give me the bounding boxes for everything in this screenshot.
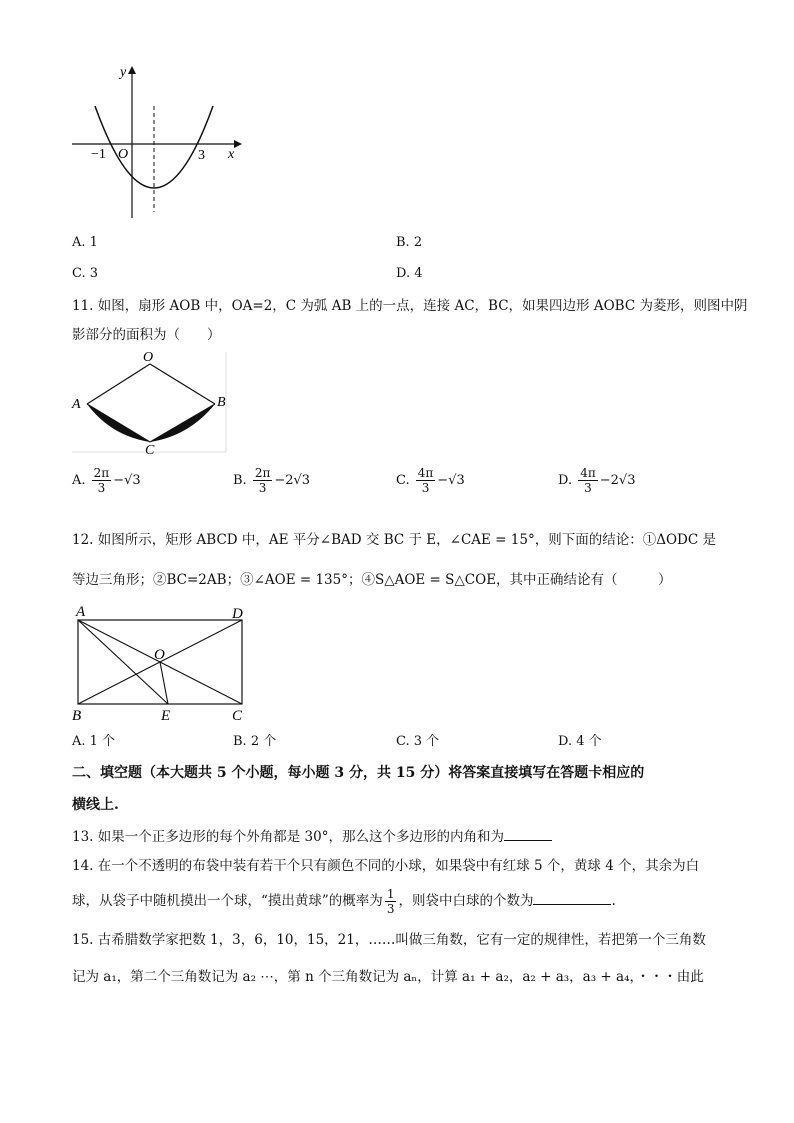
segment-OB xyxy=(150,364,215,404)
sector-figure xyxy=(70,346,230,456)
q14-frac-den: 3 xyxy=(386,902,395,916)
q12-option-b: B. 2 个 xyxy=(233,734,277,749)
q11-option-d-tail: −2√3 xyxy=(599,473,636,488)
label-B: B xyxy=(72,708,82,724)
x-axis-label: x xyxy=(228,147,235,162)
parabola-figure xyxy=(66,62,246,224)
q14-answer-blank[interactable] xyxy=(533,890,611,905)
q15-stem-line2: 记为 a₁，第二个三角数记为 a₂ ⋯，第 n 个三角数记为 aₙ，计算 a₁ + a₂，a₂ + a₃，a₃ + a₄，・・・由此 xyxy=(72,969,704,985)
q11-option-c-den: 3 xyxy=(421,481,430,495)
label-A: A xyxy=(76,604,86,620)
q11-option-d-num: 4π xyxy=(580,466,596,480)
q14-frac-num: 1 xyxy=(386,887,395,901)
q11-option-a-fraction xyxy=(92,467,112,494)
q11-option-c-tail: −√3 xyxy=(437,473,465,488)
q11-option-a xyxy=(72,467,141,494)
q12-option-a: A. 1 个 xyxy=(72,734,116,749)
q11-option-c-letter: C. xyxy=(396,473,410,488)
segment-OA xyxy=(87,364,150,404)
q11-option-b xyxy=(233,467,310,494)
q14-fraction xyxy=(385,888,397,915)
q11-option-c-num: 4π xyxy=(417,466,434,480)
q14-line2-post: ，则袋中白球的个数为 xyxy=(398,893,534,909)
q10-option-a: A. 1 xyxy=(72,235,98,250)
tick-three: 3 xyxy=(198,148,205,163)
segment-BC xyxy=(150,404,215,442)
tick-neg-one: −1 xyxy=(91,147,106,162)
q10-option-b: B. 2 xyxy=(396,235,423,250)
q10-option-c: C. 3 xyxy=(72,266,99,281)
label-D: D xyxy=(232,606,243,622)
q11-option-a-tail: −√3 xyxy=(113,473,141,488)
origin-label: O xyxy=(118,147,129,162)
q11-stem-line1: 11. 如图，扇形 AOB 中，OA=2，C 为弧 AB 上的一点，连接 AC，BC，如果四边形 AOBC 为菱形，则图中阴 xyxy=(72,298,748,314)
section-heading-line2: 横线上. xyxy=(72,797,119,813)
q11-option-a-letter: A. xyxy=(72,473,86,488)
q13-answer-blank[interactable] xyxy=(504,826,552,841)
q11-option-d-letter: D. xyxy=(558,473,573,488)
q11-option-b-num: 2π xyxy=(254,466,271,480)
label-C: C xyxy=(232,708,243,724)
label-C: C xyxy=(145,443,155,456)
q12-option-c: C. 3 个 xyxy=(396,734,440,749)
y-axis-label: y xyxy=(120,65,127,80)
q14-end: . xyxy=(611,893,616,909)
label-O: O xyxy=(143,350,154,365)
q11-option-b-den: 3 xyxy=(258,481,267,495)
q11-option-d-fraction xyxy=(578,467,598,494)
q12-stem-line1: 12. 如图所示，矩形 ABCD 中，AE 平分∠BAD 交 BC 于 E，∠CAE = 15°，则下面的结论：①ΔODC 是 xyxy=(72,532,716,548)
q14-stem-line1: 14. 在一个不透明的布袋中装有若干个只有颜色不同的小球，如果袋中有红球 5 个，黄球 4 个，其余为白 xyxy=(72,858,700,874)
q11-option-b-tail: −2√3 xyxy=(274,473,311,488)
q14-stem-line2 xyxy=(72,888,616,915)
q11-option-d-den: 3 xyxy=(584,481,592,495)
q11-option-c-fraction xyxy=(416,467,436,494)
section-heading-line1: 二、填空题（本大题共 5 个小题，每小题 3 分，共 15 分）将答案直接填写在答题卡相应的 xyxy=(72,765,645,781)
label-B: B xyxy=(217,395,226,410)
q13-stem xyxy=(72,826,552,847)
x-axis-arrow xyxy=(234,140,242,148)
q11-option-a-num: 2π xyxy=(93,466,110,480)
q13-text: 13. 如果一个正多边形的每个外角都是 30°，那么这个多边形的内角和为 xyxy=(72,829,504,845)
q11-option-d xyxy=(558,467,635,494)
rectangle-figure xyxy=(70,600,260,728)
q11-option-c xyxy=(396,467,465,494)
q14-line2-pre: 球，从袋子中随机摸出一个球，“摸出黄球”的概率为 xyxy=(72,893,383,909)
label-O: O xyxy=(154,647,165,663)
q15-stem-line1: 15. 古希腊数学家把数 1，3，6，10，15，21，……叫做三角数，它有一定的规律性，若把第一个三角数 xyxy=(72,932,706,948)
y-axis-arrow xyxy=(128,66,136,74)
q11-option-b-fraction xyxy=(253,467,273,494)
parabola-curve xyxy=(95,106,213,188)
q11-option-b-letter: B. xyxy=(233,473,247,488)
q11-stem-line2: 影部分的面积为（ ） xyxy=(72,327,221,343)
label-E: E xyxy=(161,708,171,724)
segment-AC xyxy=(87,404,150,442)
q12-stem-line2: 等边三角形；②BC=2AB；③∠AOE = 135°；④S△AOE = S△COE，其中正确结论有（ ） xyxy=(72,572,672,588)
q10-option-d: D. 4 xyxy=(396,266,423,281)
q12-option-d: D. 4 个 xyxy=(558,734,602,749)
q11-option-a-den: 3 xyxy=(97,481,106,495)
label-A: A xyxy=(72,397,81,412)
